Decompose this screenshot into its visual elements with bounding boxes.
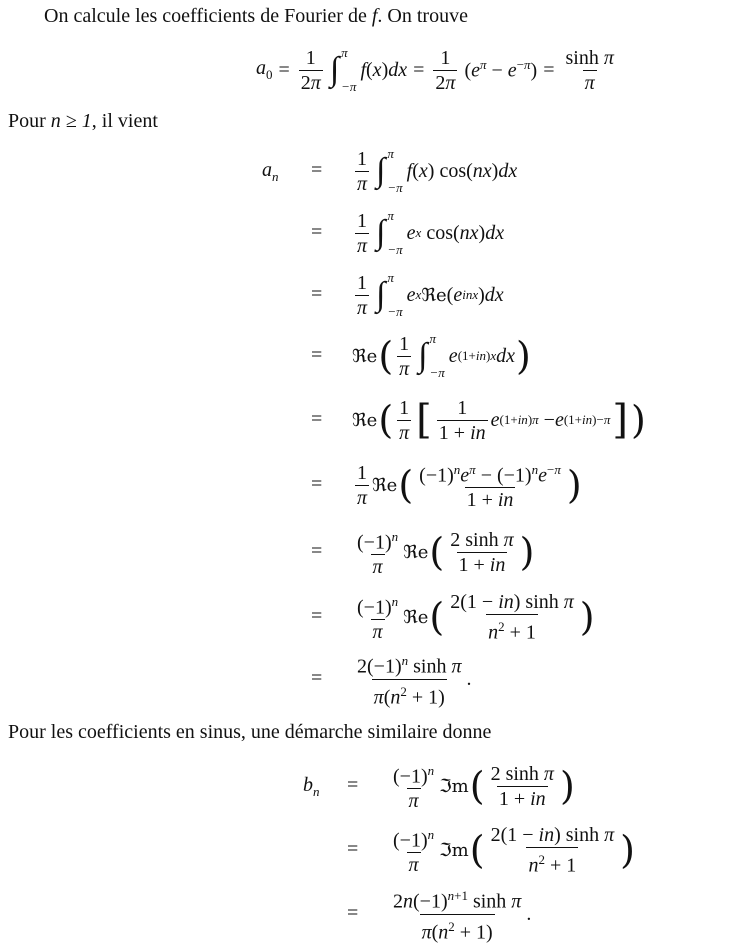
an-line-2: $\frac{1}{\pi}$ ∫ π −π e x cos( nx ) dx: [357, 208, 505, 257]
pour-n-text: Pour n ≥ 1, il vient: [8, 110, 158, 132]
rel-8: =: [311, 605, 323, 627]
rel-6: =: [311, 473, 323, 495]
a0-equation: $a_0$ = $\frac{1}{2\pi}$ ∫ π −π f ( x ) dx = $\frac{1}{2\pi}$ $(e^\pi - e^{-\pi})$ = $\frac{\text{sinh π}}{\pi}$: [256, 45, 614, 94]
bn-rel-2: =: [347, 838, 359, 860]
intro-text: On calcule les coefficients de Fourier de f. On trouve: [44, 5, 468, 27]
an-line-5: ℜe ( $\frac{1}{\pi}$ [ $\frac{1}{1 + in}$ e (1+in)π − e (1+in)−π ] ): [352, 396, 646, 444]
rel-9: =: [311, 667, 323, 689]
rel-4: =: [311, 344, 323, 366]
rel-3: =: [311, 283, 323, 305]
bn-rel-1: =: [347, 774, 359, 796]
an-line-9: $\frac{2(-1)^n \sinh \pi}{\pi(n^2 + 1)}$ .: [357, 652, 472, 709]
bn-line-2: $\frac{(-1)^n}{\pi}$ ℑm ( $\frac{\text{2(1 − in) sinh π}}{n^2 + 1}$ ): [393, 823, 635, 877]
rel-5: =: [311, 408, 323, 430]
sinus-text: Pour les coefficients en sinus, une démarche similaire donne: [8, 721, 492, 743]
bn-line-1: $\frac{(-1)^n}{\pi}$ ℑm ( $\frac{\text{2 sinh π}}{1 + in}$ ): [393, 762, 575, 813]
an-line-4: ℜe ( $\frac{1}{\pi}$ ∫ π −π e (1+in)x dx ): [352, 331, 531, 380]
rel-2: =: [311, 221, 323, 243]
rel-1: =: [311, 159, 323, 181]
bn-line-3: $\frac{2n(-1)^{n+1} \sinh \pi}{\pi(n^2 + 1)}$ .: [393, 887, 532, 944]
an-label: $a_n$: [262, 159, 279, 184]
an-line-8: $\frac{(-1)^n}{\pi}$ ℜe ( $\frac{\text{2(1 − in) sinh π}}{n^2 + 1}$ ): [357, 590, 595, 644]
an-line-7: $\frac{(-1)^n}{\pi}$ ℜe ( $\frac{\text{2 sinh π}}{1 + in}$ ): [357, 528, 535, 579]
an-line-3: $\frac{1}{\pi}$ ∫ π −π e x ℜe ( e inx ) dx: [357, 270, 504, 319]
bn-rel-3: =: [347, 902, 359, 924]
an-line-1: $\frac{1}{\pi}$ ∫ π −π f ( x ) cos( nx ) dx: [357, 146, 518, 195]
rel-7: =: [311, 540, 323, 562]
bn-label: $b_n$: [303, 774, 320, 799]
an-line-6: $\frac{1}{\pi}$ ℜe ( $\frac{(-1)^ne^\pi - (-1)^ne^{-\pi}}{1 + in}$ ): [357, 461, 582, 512]
